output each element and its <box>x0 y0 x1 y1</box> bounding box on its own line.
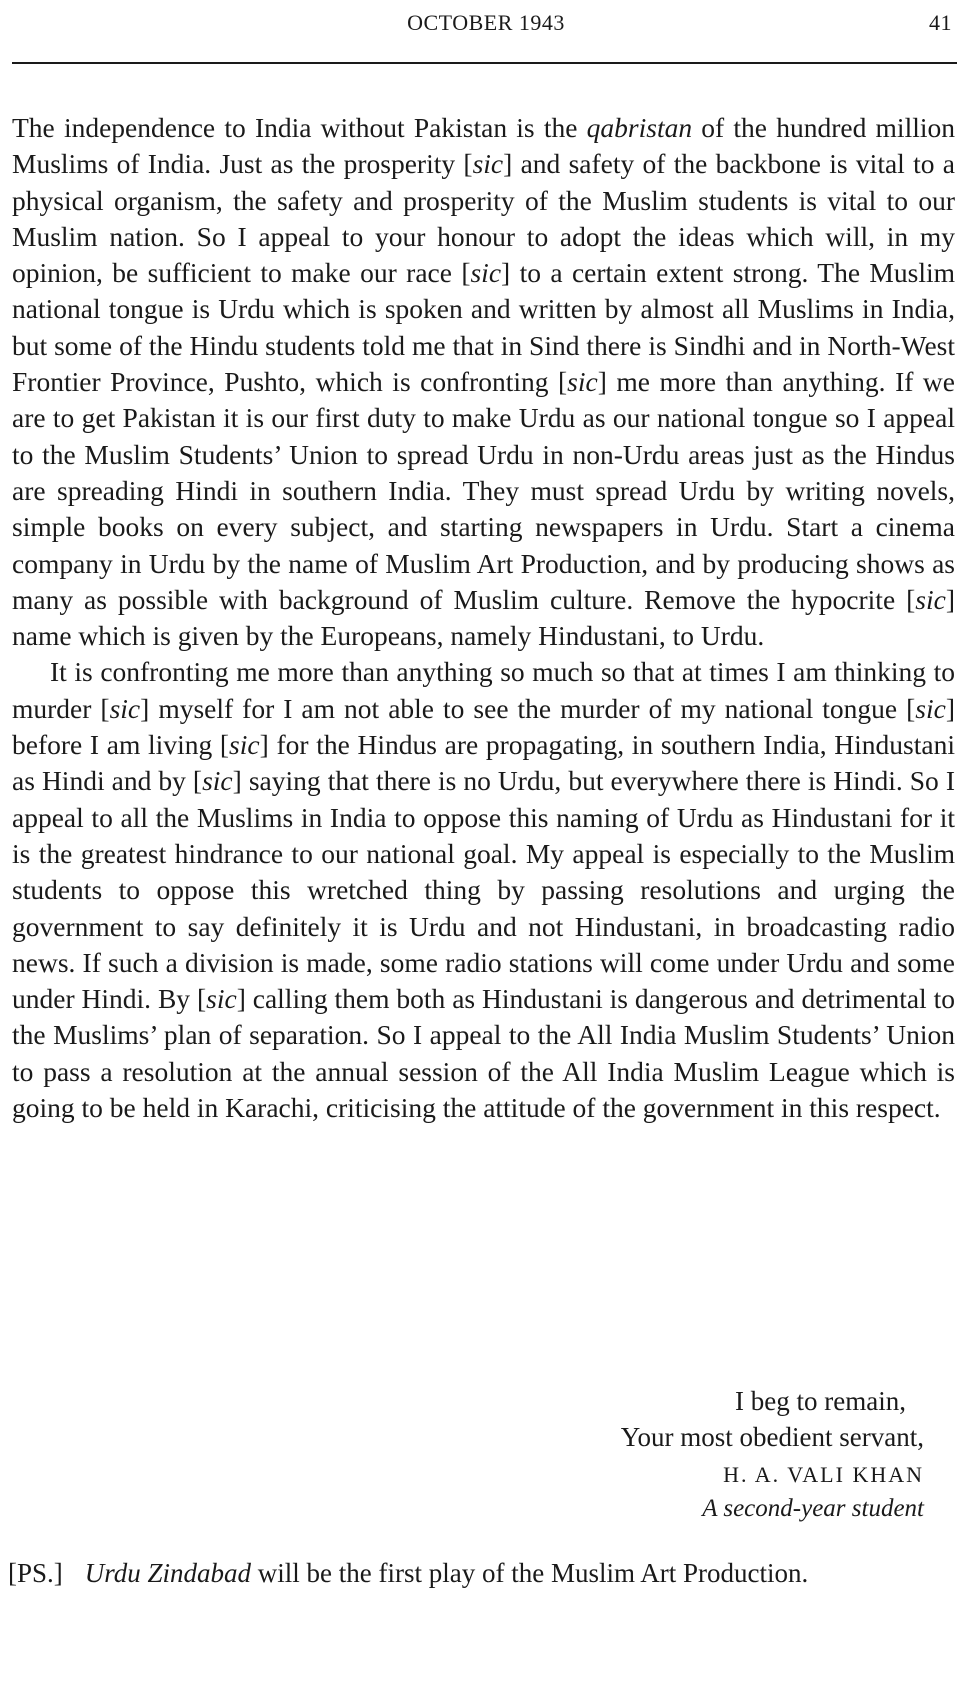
postscript-label: [PS.] <box>8 1558 63 1588</box>
play-title: Urdu Zindabad <box>84 1558 252 1588</box>
running-header <box>12 8 960 44</box>
text-run: ] to a certain extent strong. The Muslim national tongue is Urdu which is spoken and written by almost all Muslims in India, but some of the Hindu students told me that in Sind there is Sindhi and in North-West Frontier Province, Pushto, which is confronting [ <box>12 257 955 398</box>
sic-marker: sic <box>472 148 504 180</box>
postscript <box>8 1555 958 1591</box>
sic-marker: sic <box>206 983 237 1015</box>
sic-marker: sic <box>915 692 946 724</box>
sic-marker: sic <box>567 366 598 398</box>
text-run: ] before I am living [ <box>12 692 955 761</box>
sic-marker: sic <box>109 692 141 724</box>
text-run: ] me more than anything. If we are to get Pakistan it is our first duty to make Urdu as our national tongue so I appeal to the Muslim Students’ Union to spread Urdu in non-Urdu areas just as the Hindus are spreading Hindi in southern India. They must spread Urdu by writing novels, simple books on every subject, and starting newspapers in Urdu. Start a cinema company in Urdu by the name of Muslim Art Production, and by producing shows as many as possible with background of Muslim culture. Remove the hypocrite [ <box>12 366 955 615</box>
signatory-name: H. A. VALI KHAN <box>723 1462 924 1487</box>
text-run: ] calling them both as Hindustani is dangerous and detrimental to the Muslims’ plan of separation. So I appeal to the All India Muslim Students’ Union to pass a resolution at the annual session of the All India Muslim League which is going to be held in Karachi, criticising the attitude of the government in this respect. <box>12 983 955 1124</box>
paragraph-1 <box>12 110 955 654</box>
closing-servant: Your most obedient servant, <box>620 1422 924 1452</box>
text-run: ] and safety of the backbone is vital to a physical organism, the safety and prosperity of the Muslim students is vital to our Muslim nation. So I appeal to your honour to adopt the ideas which will, in my opinion, be sufficient to make our race [ <box>12 148 955 289</box>
italic-term: qabristan <box>586 112 693 143</box>
sic-marker: sic <box>470 257 502 289</box>
text-run: The independence to India without Pakistan is the <box>12 112 587 143</box>
postscript-text: will be the first play of the Muslim Art Production. <box>251 1558 809 1588</box>
text-run: It is confronting me more than anything so much so that at times I am thinking to murder [ <box>12 656 955 724</box>
text-run: ] name which is given by the Europeans, namely Hindustani, to Urdu. <box>12 583 955 652</box>
closing-remain: I beg to remain, <box>735 1386 906 1416</box>
sic-marker: sic <box>229 729 260 761</box>
text-run: of the hundred million Muslims of India. Just as the prosperity [ <box>12 112 955 180</box>
paragraph-2 <box>12 654 955 1126</box>
running-title: OCTOBER 1943 <box>407 10 565 35</box>
text-run: ] saying that there is no Urdu, but everywhere there is Hindi. So I appeal to all the Muslims in India to oppose this naming of Urdu as Hindustani for it is the greatest hindrance to our national goal. My appeal is especially to the Muslim students to oppose this wretched thing by passing resolutions and urging the government to say definitely it is Urdu and not Hindustani, in broadcasting radio news. If such a division is made, some radio stations will come under Urdu and some under Hindi. By [ <box>12 765 956 1015</box>
header-rule <box>12 62 957 64</box>
letter-body <box>12 110 955 1126</box>
sic-marker: sic <box>202 765 233 797</box>
signatory-role: A second-year student <box>702 1495 924 1522</box>
text-run: ] for the Hindus are propagating, in southern India, Hindustani as Hindi and by [ <box>12 729 955 797</box>
letter-closing <box>424 1383 924 1527</box>
sic-marker: sic <box>915 583 946 615</box>
page-number: 41 <box>929 10 952 35</box>
text-run: ] myself for I am not able to see the murder of my national tongue [ <box>140 692 916 724</box>
